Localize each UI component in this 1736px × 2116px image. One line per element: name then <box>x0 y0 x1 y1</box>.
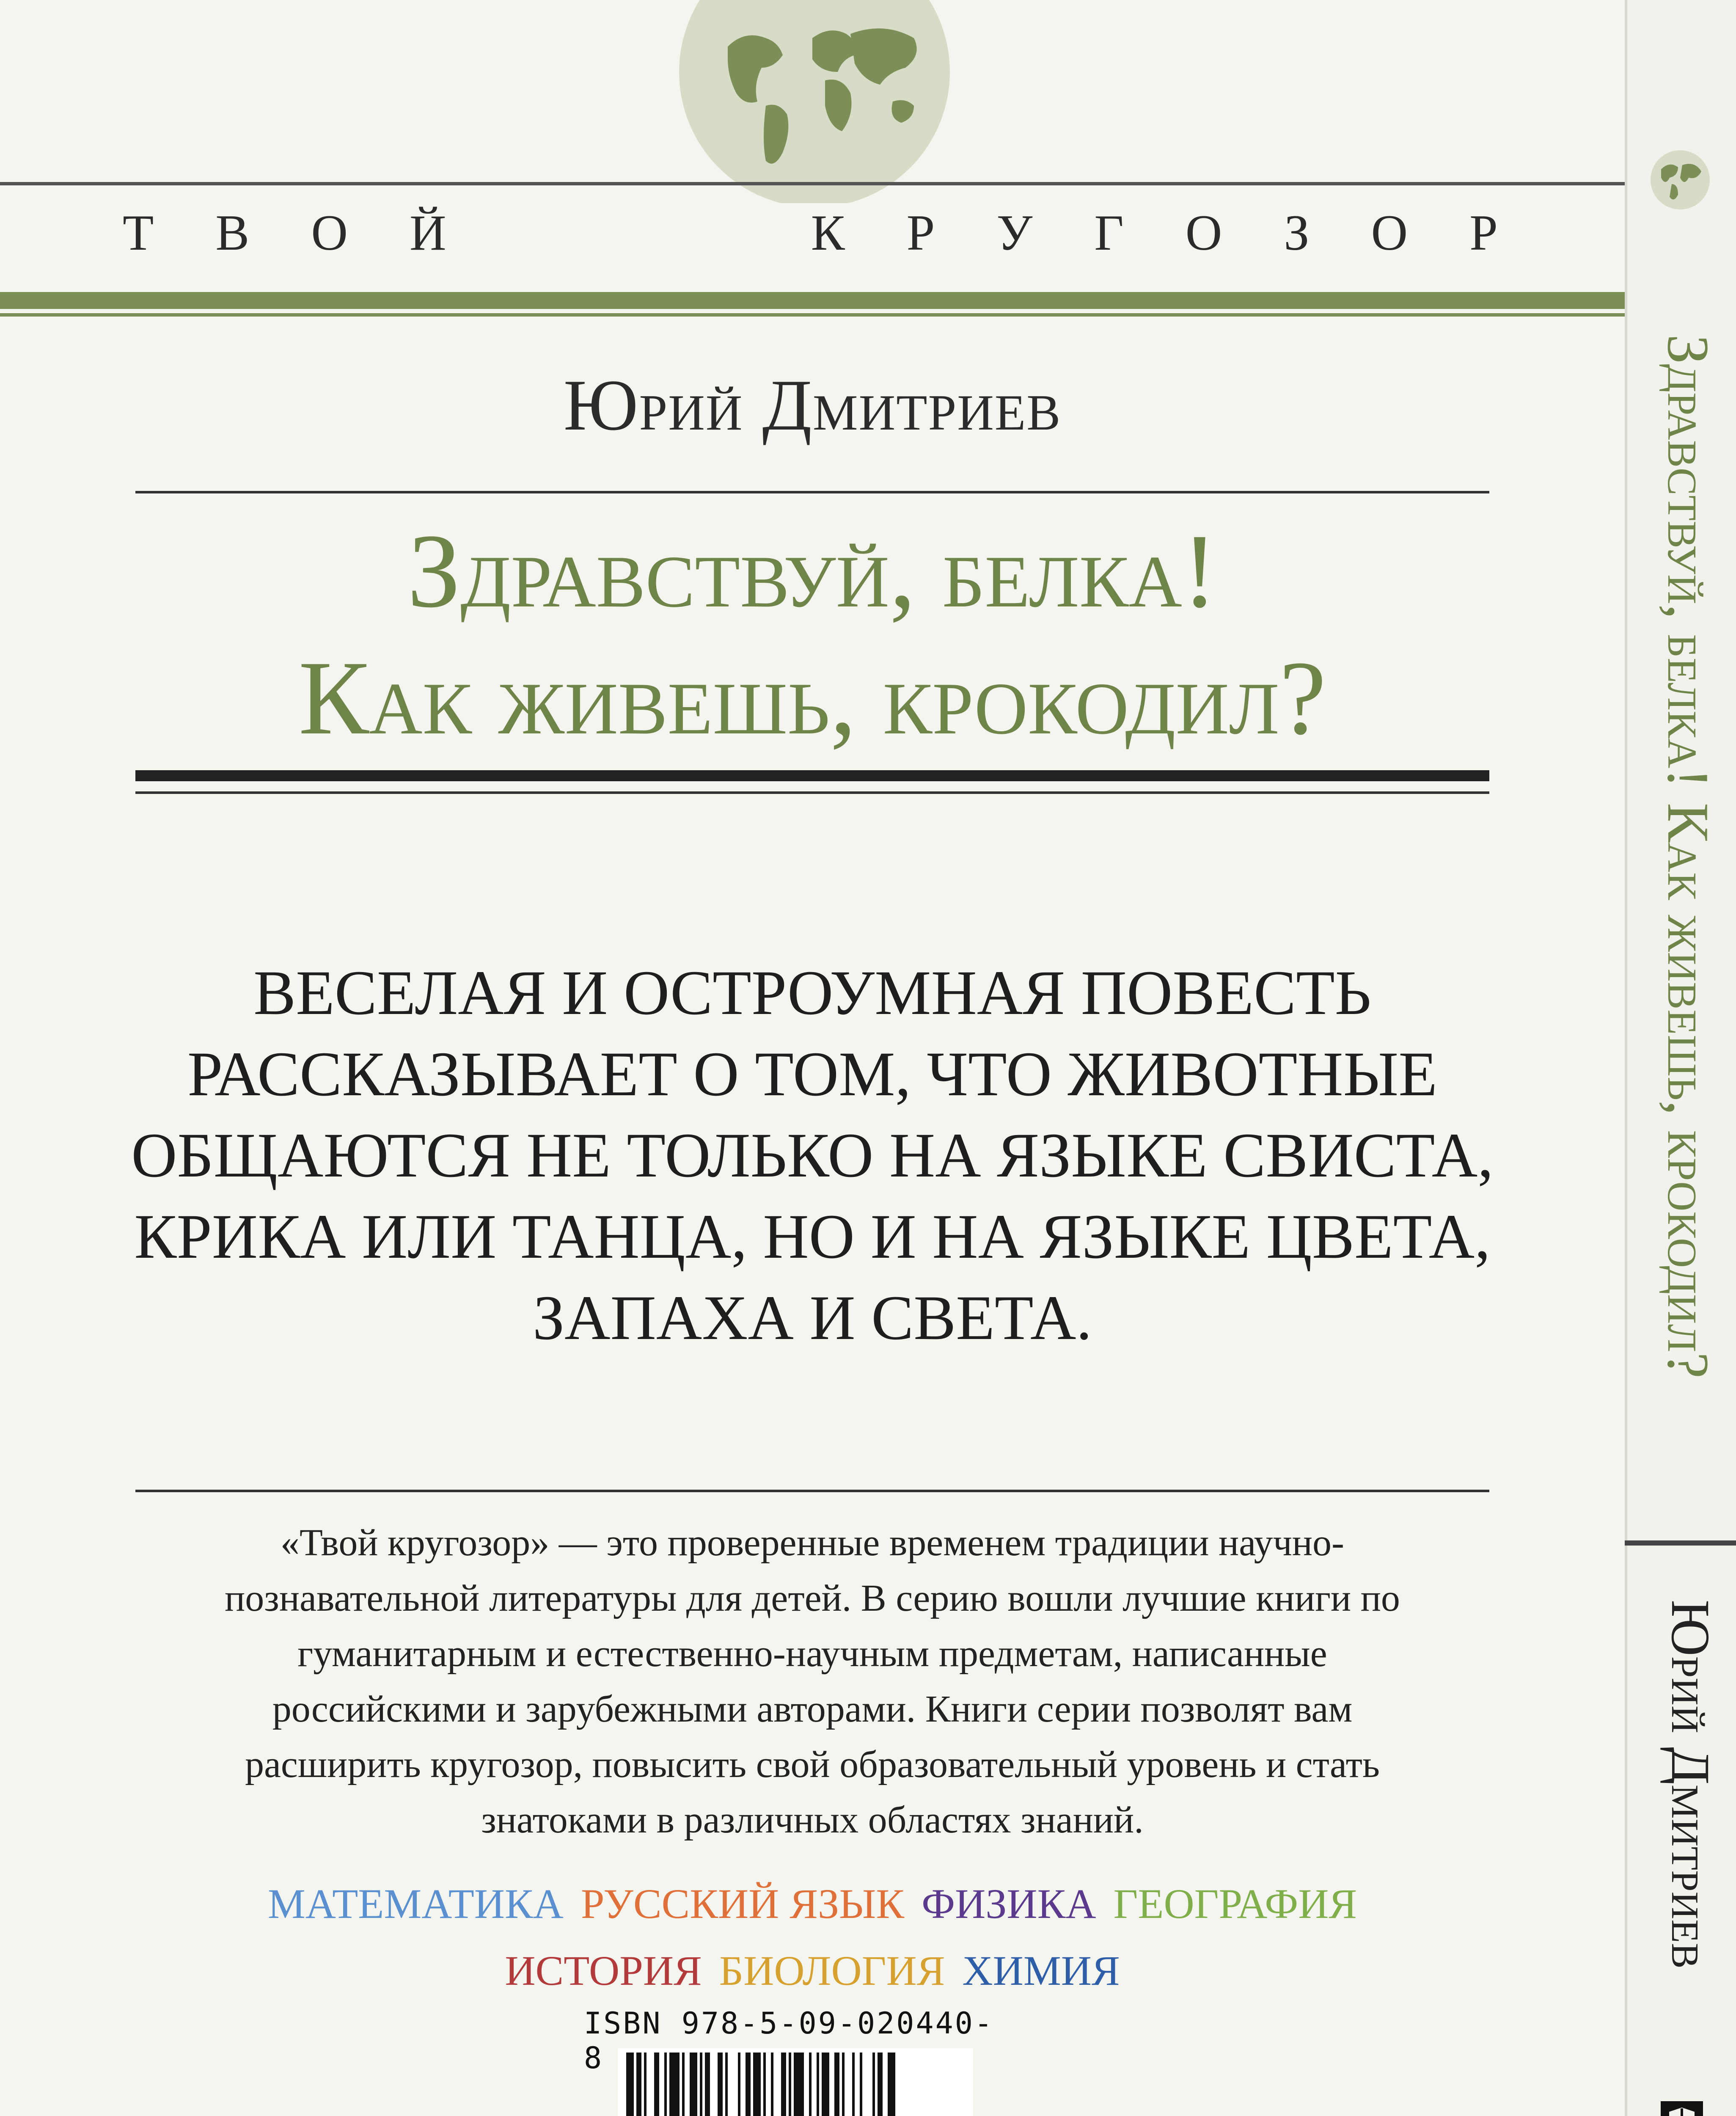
series-desc-line: познавательной литературы для детей. В серию вошли лучшие книги по <box>225 1577 1400 1619</box>
series-letter: В <box>215 204 254 261</box>
blurb-line: ОБЩАЮТСЯ НЕ ТОЛЬКО НА ЯЗЫКЕ СВИСТА, <box>131 1120 1494 1190</box>
barcode-bar <box>878 2053 883 2116</box>
book-title <box>0 508 1625 762</box>
barcode-bar <box>771 2053 773 2116</box>
green-thin-rule <box>0 313 1625 317</box>
barcode-bar <box>718 2053 723 2116</box>
series-desc-line: расширить кругозор, повысить свой образовательный уровень и стать <box>245 1744 1380 1785</box>
subject-russian: РУССКИЙ ЯЗЫК <box>581 1880 905 1927</box>
spine-author: Юрий Дмитриев <box>1660 1600 1721 1969</box>
barcode-bar <box>842 2053 845 2116</box>
barcode-bar <box>888 2053 895 2116</box>
barcode-bar <box>817 2053 819 2116</box>
blurb-line: ЗАПАХА И СВЕТА. <box>533 1283 1092 1353</box>
author-name: Юрий Дмитриев <box>563 365 1062 446</box>
title-line-2: Как живешь, крокодил? <box>298 639 1326 757</box>
barcode-bar <box>763 2053 766 2116</box>
spine-title: Здравствуй, белка! Как живешь, крокодил? <box>1655 334 1721 1379</box>
series-desc-rule <box>135 1490 1489 1492</box>
series-desc-line: российскими и зарубежными авторами. Книги серии позволят вам <box>272 1688 1353 1730</box>
series-letter: Р <box>906 204 939 261</box>
barcode-bars <box>618 2048 973 2116</box>
series-desc-line: гуманитарным и естественно-научным предметам, написанные <box>297 1633 1327 1675</box>
blurb <box>0 952 1625 1358</box>
series-title <box>0 203 1625 262</box>
series-letter: О <box>311 204 352 261</box>
barcode-bar <box>725 2053 728 2116</box>
barcode-bar <box>852 2053 855 2116</box>
barcode-bar <box>746 2053 751 2116</box>
barcode-bar <box>860 2053 862 2116</box>
series-letter: Г <box>1094 204 1128 261</box>
title-bottom-thin-rule <box>135 791 1489 794</box>
barcode-bar <box>636 2053 641 2116</box>
barcode-bar <box>700 2053 702 2116</box>
barcode-bar <box>669 2053 680 2116</box>
barcode-bar <box>644 2053 647 2116</box>
subject-geography: ГЕОГРАФИЯ <box>1113 1880 1357 1927</box>
isbn-text: ISBN 978-5-09-020440-8 <box>584 2006 994 2075</box>
series-letter: К <box>811 204 849 261</box>
barcode-bar <box>690 2053 697 2116</box>
series-letter: Р <box>1469 204 1502 261</box>
barcode-bar <box>682 2053 685 2116</box>
barcode-bar <box>834 2053 839 2116</box>
series-letter: З <box>1284 204 1314 261</box>
barcode-bar <box>753 2053 761 2116</box>
barcode-bar <box>872 2053 875 2116</box>
series-letter: Й <box>409 204 451 261</box>
subjects-row-1 <box>0 1871 1625 1937</box>
barcode-bar <box>664 2053 667 2116</box>
series-desc-line: «Твой кругозор» — это проверенные временем традиции научно- <box>281 1522 1344 1564</box>
subject-math: МАТЕМАТИКА <box>267 1880 564 1927</box>
barcode-bar <box>789 2053 791 2116</box>
subject-biology: БИОЛОГИЯ <box>719 1947 945 1994</box>
title-top-rule <box>135 491 1489 493</box>
title-bottom-thick-rule <box>135 770 1489 781</box>
globe-icon <box>673 0 956 203</box>
barcode-bar <box>794 2053 804 2116</box>
blurb-line: КРИКА ИЛИ ТАНЦА, НО И НА ЯЗЫКЕ ЦВЕТА, <box>134 1201 1491 1272</box>
spine-divider <box>1625 1540 1736 1546</box>
subject-chemistry: ХИМИЯ <box>962 1947 1120 1994</box>
blurb-line: РАССКАЗЫВАЕТ О ТОМ, ЧТО ЖИВОТНЫЕ <box>187 1039 1438 1109</box>
series-letter: О <box>1371 204 1412 261</box>
barcode-bar <box>822 2053 829 2116</box>
barcode-bar <box>738 2053 740 2116</box>
spine-globe-icon <box>1648 148 1712 212</box>
barcode-bar <box>781 2053 786 2116</box>
series-description <box>135 1515 1489 1848</box>
barcode <box>618 2048 973 2116</box>
series-top-rule <box>0 182 1625 185</box>
subjects-row-2 <box>0 1937 1625 2004</box>
subjects-list <box>0 1871 1625 2004</box>
series-letter: О <box>1185 204 1227 261</box>
barcode-bar <box>626 2053 634 2116</box>
subject-physics: ФИЗИКА <box>922 1880 1096 1927</box>
blurb-line: ВЕСЕЛАЯ И ОСТРОУМНАЯ ПОВЕСТЬ <box>253 958 1371 1028</box>
publisher-logo-icon <box>1659 2099 1705 2116</box>
title-line-1: Здравствуй, белка! <box>407 512 1218 630</box>
barcode-bar <box>809 2053 812 2116</box>
series-letter: Т <box>123 204 158 261</box>
barcode-bar <box>654 2053 659 2116</box>
subject-history: ИСТОРИЯ <box>505 1947 702 1994</box>
series-letter: У <box>996 204 1037 261</box>
green-band <box>0 292 1625 309</box>
series-desc-line: знатоками в различных областях знаний. <box>481 1799 1144 1841</box>
barcode-bar <box>705 2053 710 2116</box>
